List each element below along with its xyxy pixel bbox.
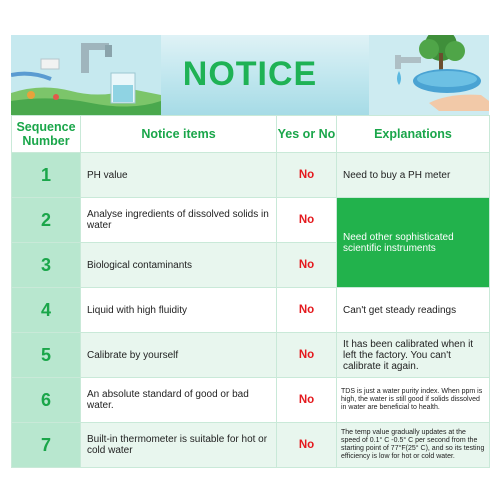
sequence-number: 3 [12, 243, 81, 288]
notice-item: Biological contaminants [81, 243, 277, 288]
notice-item: An absolute standard of good or bad water. [81, 378, 277, 423]
header-sequence-number: Sequence Number [12, 116, 81, 153]
globe-tree-faucet-hand-icon [369, 35, 489, 115]
notice-table [11, 115, 490, 468]
table-row [12, 153, 490, 198]
explanation-merged: Need other sophisticated scientific instruments [337, 198, 490, 288]
notice-item: Calibrate by yourself [81, 333, 277, 378]
sequence-number: 1 [12, 153, 81, 198]
sequence-number: 7 [12, 423, 81, 468]
answer-value: No [277, 378, 337, 423]
answer-value: No [277, 153, 337, 198]
notice-item: PH value [81, 153, 277, 198]
explanation: It has been calibrated when it left the factory. You can't calibrate it again. [337, 333, 490, 378]
notice-item: Analyse ingredients of dissolved solids in water [81, 198, 277, 243]
sequence-number: 2 [12, 198, 81, 243]
table-row [12, 288, 490, 333]
page-title: NOTICE [182, 55, 318, 93]
answer-value: No [277, 243, 337, 288]
notice-item: Liquid with high fluidity [81, 288, 277, 333]
table-row [12, 378, 490, 423]
notice-item: Built-in thermometer is suitable for hot or cold water [81, 423, 277, 468]
explanation: Can't get steady readings [337, 288, 490, 333]
table-row [12, 423, 490, 468]
answer-value: No [277, 288, 337, 333]
notice-banner [11, 35, 489, 115]
answer-value: No [277, 423, 337, 468]
header-notice-items: Notice items [81, 116, 277, 153]
sequence-number: 6 [12, 378, 81, 423]
explanation: Need to buy a PH meter [337, 153, 490, 198]
table-row [12, 198, 490, 243]
sequence-number: 5 [12, 333, 81, 378]
answer-value: No [277, 198, 337, 243]
sequence-number: 4 [12, 288, 81, 333]
table-row [12, 333, 490, 378]
explanation: TDS is just a water purity index. When ppm is high, the water is still good if solids dissolved in water are beneficial to health. [337, 378, 490, 423]
notice-card [11, 35, 489, 467]
header-explanations: Explanations [337, 116, 490, 153]
answer-value: No [277, 333, 337, 378]
header-yes-or-no: Yes or No [277, 116, 337, 153]
header-row [12, 116, 490, 153]
explanation: The temp value gradually updates at the speed of 0.1° C -0.5° C per second from the starting point of 77°F(25° C), and so its testing efficiency is low for hot or cold water. [337, 423, 490, 468]
